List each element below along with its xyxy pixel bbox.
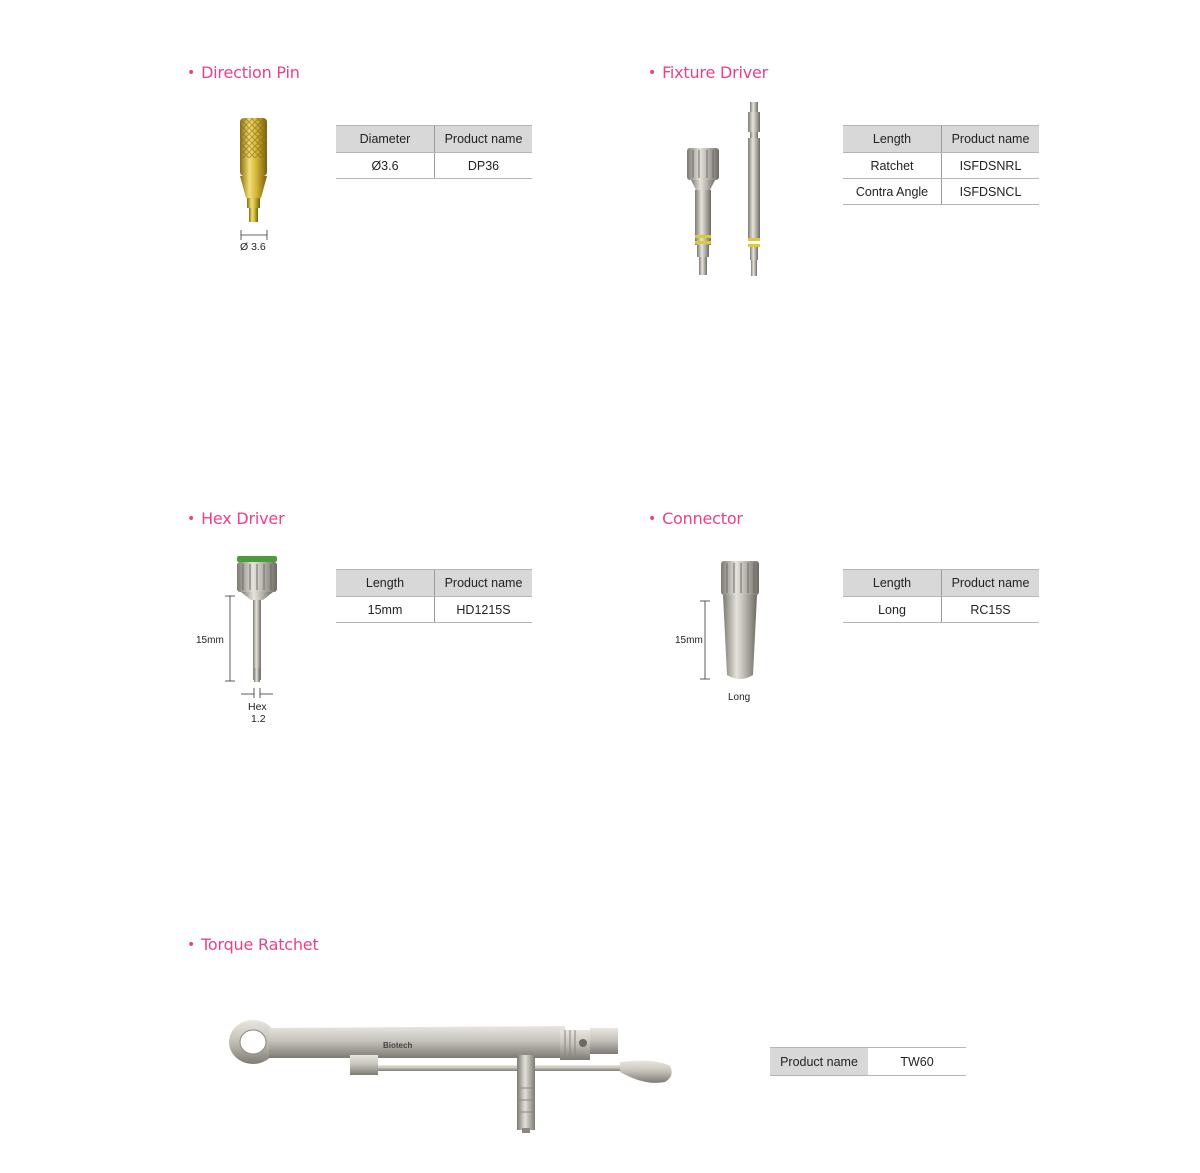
table-header-row xyxy=(336,126,532,153)
header-product-name: Product name xyxy=(770,1048,868,1076)
section-title-text: Direction Pin xyxy=(201,63,300,82)
hex-driver-table xyxy=(336,569,532,623)
cell-length: Ratchet xyxy=(843,153,942,179)
section-title-hex-driver xyxy=(187,509,284,528)
section-title-text: Torque Ratchet xyxy=(201,935,319,954)
header-product-name: Product name xyxy=(435,126,533,153)
section-title-direction-pin xyxy=(187,63,300,82)
cell-length: Contra Angle xyxy=(843,179,942,205)
bullet-icon: • xyxy=(648,65,657,81)
table-row xyxy=(843,597,1039,623)
table-row xyxy=(770,1048,966,1076)
cell-product-name: HD1215S xyxy=(435,597,533,623)
section-title-connector xyxy=(648,509,743,528)
hex-length-label: 15mm xyxy=(196,635,224,646)
hex-label: Hex xyxy=(248,701,267,713)
fixture-driver-illustration xyxy=(680,100,770,280)
header-length: Length xyxy=(843,570,942,597)
section-title-text: Connector xyxy=(662,509,743,528)
bullet-icon: • xyxy=(187,511,196,527)
table-header-row xyxy=(843,126,1039,153)
header-product-name: Product name xyxy=(942,570,1040,597)
connector-table xyxy=(843,569,1039,623)
cell-length: 15mm xyxy=(336,597,435,623)
torque-ratchet-illustration xyxy=(225,1010,680,1135)
direction-pin-table xyxy=(336,125,532,179)
cell-product-name: TW60 xyxy=(868,1048,966,1076)
bullet-icon: • xyxy=(187,937,196,953)
section-title-torque-ratchet xyxy=(187,935,319,954)
header-diameter: Diameter xyxy=(336,126,435,153)
table-row xyxy=(843,179,1039,205)
torque-ratchet-table xyxy=(770,1047,966,1076)
cell-length: Long xyxy=(843,597,942,623)
connector-length-label: 15mm xyxy=(675,635,703,646)
bullet-icon: • xyxy=(187,65,196,81)
direction-pin-illustration xyxy=(225,110,285,260)
connector-caption: Long xyxy=(728,692,751,703)
table-header-row xyxy=(843,570,1039,597)
header-length: Length xyxy=(843,126,942,153)
section-title-text: Fixture Driver xyxy=(662,63,769,82)
section-title-text: Hex Driver xyxy=(201,509,285,528)
cell-product-name: ISFDSNCL xyxy=(942,179,1040,205)
table-row xyxy=(843,153,1039,179)
table-header-row xyxy=(336,570,532,597)
cell-diameter: Ø3.6 xyxy=(336,153,435,179)
cell-product-name: DP36 xyxy=(435,153,533,179)
diameter-label: Ø 3.6 xyxy=(240,241,266,253)
fixture-driver-table xyxy=(843,125,1039,205)
header-length: Length xyxy=(336,570,435,597)
table-row xyxy=(336,597,532,623)
cell-product-name: ISFDSNRL xyxy=(942,153,1040,179)
brand-text: Biotech xyxy=(383,1041,413,1050)
header-product-name: Product name xyxy=(435,570,533,597)
header-product-name: Product name xyxy=(942,126,1040,153)
table-row xyxy=(336,153,532,179)
hex-size-label: 1.2 xyxy=(251,713,266,725)
bullet-icon: • xyxy=(648,511,657,527)
hex-driver-illustration xyxy=(215,550,285,700)
connector-illustration xyxy=(692,555,772,690)
section-title-fixture-driver xyxy=(648,63,768,82)
cell-product-name: RC15S xyxy=(942,597,1040,623)
